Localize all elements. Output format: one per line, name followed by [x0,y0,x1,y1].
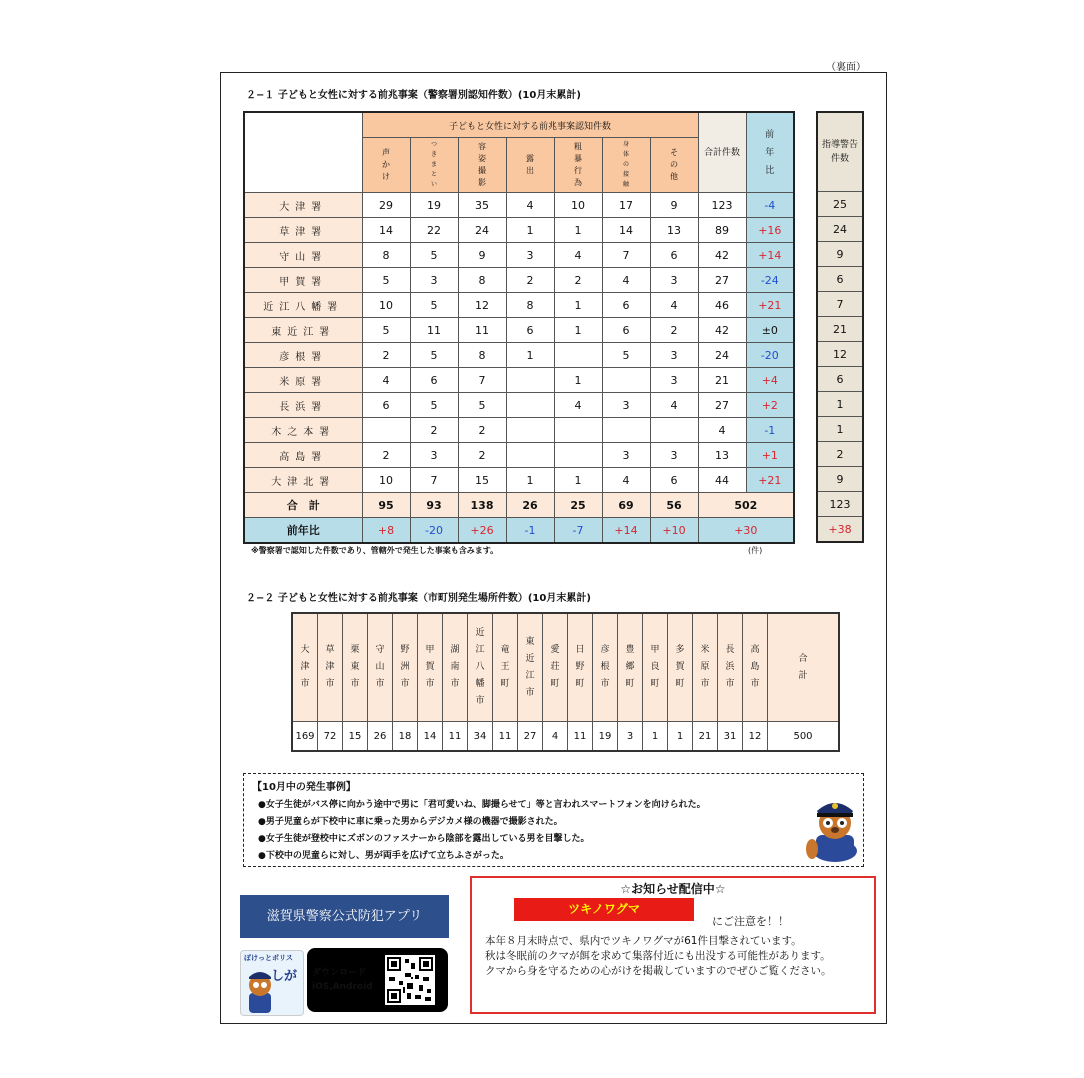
city-value: 19 [593,722,618,752]
city-header: 甲良町 [643,613,668,722]
count-cell: 35 [458,193,506,218]
table-row [244,443,794,468]
sum-total: 502 [698,493,794,518]
total-cell: 123 [698,193,746,218]
section1-title: ２−１ 子どもと女性に対する前兆事案（警察署別認知件数）(10月末累計) [246,90,581,101]
city-header: 大津市 [292,613,318,722]
city-header: 愛荘町 [543,613,568,722]
guidance-total: 123 [817,492,863,517]
count-cell: 2 [458,443,506,468]
count-cell: 5 [362,318,410,343]
total-cell: 42 [698,318,746,343]
prev-year-cell: +21 [746,468,794,493]
station-name: 近江八幡署 [244,293,362,318]
count-cell: 9 [458,243,506,268]
count-cell: 15 [458,468,506,493]
count-cell: 4 [554,393,602,418]
count-cell: 2 [410,418,458,443]
count-cell: 10 [362,293,410,318]
count-cell: 10 [554,193,602,218]
count-cell: 6 [602,293,650,318]
city-value: 4 [543,722,568,752]
count-cell: 1 [554,368,602,393]
police-station-table [243,111,795,544]
city-value: 169 [292,722,318,752]
city-table [291,612,840,752]
section2-title: ２−２ 子どもと女性に対する前兆事案（市町別発生場所件数）(10月末累計) [246,593,591,604]
prev-year-cell: +16 [746,218,794,243]
city-header: 高島市 [743,613,768,722]
count-cell [554,343,602,368]
count-cell: 3 [506,243,554,268]
city-value: 34 [468,722,493,752]
city-value: 21 [693,722,718,752]
count-cell: 17 [602,193,650,218]
guidance-cell: 6 [817,367,863,392]
sum-cell: 56 [650,493,698,518]
count-cell: 3 [602,443,650,468]
sum-cell: 25 [554,493,602,518]
count-cell: 5 [410,343,458,368]
total-cell: 27 [698,393,746,418]
incident-item: ●女子生徒がバス停に向かう途中で男に「君可愛いね、脚撮らせて」等と言われスマートフォンを向けられた。 [258,800,706,810]
count-cell [506,368,554,393]
city-header: 東近江市 [518,613,543,722]
prev-year-cell: +4 [746,368,794,393]
prev-label: 前年比 [244,518,362,544]
count-cell: 11 [410,318,458,343]
count-cell: 11 [458,318,506,343]
incident-item: ●下校中の児童らに対し、男が両手を広げて立ちふさがった。 [258,851,509,861]
count-cell: 6 [602,318,650,343]
station-name: 木之本署 [244,418,362,443]
city-header: 米原市 [693,613,718,722]
prev-cell: -20 [410,518,458,544]
city-value: 11 [568,722,593,752]
guidance-table [816,111,864,543]
guidance-cell: 9 [817,242,863,267]
city-header: 草津市 [318,613,343,722]
total-cell: 21 [698,368,746,393]
count-cell [554,443,602,468]
count-cell: 4 [602,468,650,493]
table-row [244,318,794,343]
prev-year-cell: +1 [746,443,794,468]
total-cell: 24 [698,343,746,368]
prev-cell: +26 [458,518,506,544]
prev-cell: +8 [362,518,410,544]
count-cell: 5 [410,243,458,268]
city-value: 1 [668,722,693,752]
count-cell: 6 [650,243,698,268]
guidance-header: 指導警告件数 [817,112,863,192]
city-header: 甲賀市 [418,613,443,722]
table-row [244,418,794,443]
table-row [244,393,794,418]
guidance-cell: 24 [817,217,863,242]
guidance-cell: 1 [817,417,863,442]
table-row [244,243,794,268]
sum-cell: 138 [458,493,506,518]
station-name: 東近江署 [244,318,362,343]
city-header: 多賀町 [668,613,693,722]
total-cell: 44 [698,468,746,493]
station-name: 長浜署 [244,393,362,418]
city-value: 11 [493,722,518,752]
notice-line: 秋は冬眠前のクマが餌を求めて集落付近にも出没する可能性があります。 [485,950,831,962]
incident-title: 【10月中の発生事例】 [252,782,356,793]
sum-label: 合 計 [244,493,362,518]
station-name: 守山署 [244,243,362,268]
notice-line: クマから身を守るための心がけを掲載していますのでぜひご覧ください。 [485,965,832,977]
sum-cell: 95 [362,493,410,518]
city-header: 長浜市 [718,613,743,722]
download-text: ダウンロード iOS,Android [312,968,373,992]
count-cell [506,443,554,468]
count-cell: 14 [362,218,410,243]
prev-year-cell: -4 [746,193,794,218]
count-cell: 5 [410,393,458,418]
count-cell: 5 [362,268,410,293]
prev-year-cell: -1 [746,418,794,443]
mascot-caption: ぽけっとポリス [244,954,293,962]
station-name: 彦根署 [244,343,362,368]
count-cell: 8 [458,268,506,293]
qr-code-icon[interactable] [385,955,435,1005]
count-cell: 2 [362,443,410,468]
col-header: その他 [650,138,698,193]
incident-item: ●男子児童らが下校中に車に乗った男からデジカメ様の機器で撮影された。 [258,817,563,827]
city-value: 26 [368,722,393,752]
col-header: 露出 [506,138,554,193]
prev-cell: -1 [506,518,554,544]
city-total-header: 合計 [768,613,840,722]
count-cell: 3 [650,343,698,368]
col-header: 身体の接触 [602,138,650,193]
count-cell [650,418,698,443]
city-value: 27 [518,722,543,752]
page-tag: （裏面） [826,62,866,73]
city-value: 18 [393,722,418,752]
count-cell: 6 [362,393,410,418]
city-header: 竜王町 [493,613,518,722]
count-cell: 6 [410,368,458,393]
city-value: 1 [643,722,668,752]
tanuki-mascot-icon [245,967,275,1013]
count-cell: 7 [410,468,458,493]
count-cell: 1 [554,318,602,343]
station-name: 甲賀署 [244,268,362,293]
col-header: つきまとい [410,138,458,193]
city-value: 11 [443,722,468,752]
count-cell: 7 [602,243,650,268]
guidance-cell: 7 [817,292,863,317]
bear-badge: ツキノワグマ [514,898,694,921]
total-cell: 42 [698,243,746,268]
count-cell: 2 [506,268,554,293]
guidance-prev: +38 [817,517,863,543]
count-cell: 4 [506,193,554,218]
prev-year-cell: +21 [746,293,794,318]
count-cell: 1 [506,468,554,493]
prev-header: 前年比 [746,112,794,193]
table-row [244,218,794,243]
count-cell: 5 [458,393,506,418]
guidance-cell: 6 [817,267,863,292]
notice-caution: にご注意を！！ [712,915,789,928]
app-mascot-tile [240,950,304,1016]
count-cell: 5 [410,293,458,318]
table-row [244,343,794,368]
guidance-cell: 9 [817,467,863,492]
col-header: 声かけ [362,138,410,193]
city-total: 500 [768,722,840,752]
total-cell: 4 [698,418,746,443]
count-cell: 8 [506,293,554,318]
table-row [244,193,794,218]
guidance-cell: 25 [817,192,863,217]
col-header: 粗暴行為 [554,138,602,193]
station-name: 米原署 [244,368,362,393]
count-cell: 3 [650,268,698,293]
count-cell [602,418,650,443]
count-cell: 4 [650,293,698,318]
count-cell: 3 [602,393,650,418]
count-cell: 14 [602,218,650,243]
count-cell: 1 [554,293,602,318]
incident-item: ●女子生徒が登校中にズボンのファスナーから陰部を露出している男を目撃した。 [258,834,590,844]
group-header: 子どもと女性に対する前兆事案認知件数 [362,112,698,138]
count-cell: 9 [650,193,698,218]
count-cell: 4 [602,268,650,293]
station-name: 草津署 [244,218,362,243]
notice-line: 本年８月末時点で、県内でツキノワグマが61件目撃されています。 [485,935,802,947]
table-row [244,468,794,493]
count-cell: 4 [554,243,602,268]
prev-year-cell: +2 [746,393,794,418]
count-cell: 8 [362,243,410,268]
sum-cell: 69 [602,493,650,518]
total-cell: 89 [698,218,746,243]
city-header: 湖南市 [443,613,468,722]
count-cell: 13 [650,218,698,243]
table-row [244,293,794,318]
count-cell: 8 [458,343,506,368]
sum-cell: 93 [410,493,458,518]
count-cell [554,418,602,443]
guidance-cell: 1 [817,392,863,417]
prev-total: +30 [698,518,794,544]
count-cell: 29 [362,193,410,218]
station-name: 大津署 [244,193,362,218]
count-cell: 7 [458,368,506,393]
city-value: 31 [718,722,743,752]
count-cell: 12 [458,293,506,318]
city-value: 14 [418,722,443,752]
count-cell: 3 [650,368,698,393]
prev-cell: +10 [650,518,698,544]
count-cell: 1 [554,468,602,493]
prev-year-cell: ±0 [746,318,794,343]
city-header: 近江八幡市 [468,613,493,722]
city-value: 72 [318,722,343,752]
count-cell: 22 [410,218,458,243]
app-banner[interactable]: 滋賀県警察公式防犯アプリ [240,895,449,938]
prev-cell: -7 [554,518,602,544]
city-value: 15 [343,722,368,752]
station-name: 高島署 [244,443,362,468]
guidance-cell: 21 [817,317,863,342]
table-note: ※警察署で認知した件数であり、管轄外で発生した事案も含みます。 [251,546,499,555]
city-header: 彦根市 [593,613,618,722]
guidance-cell: 2 [817,442,863,467]
city-value: 3 [618,722,643,752]
count-cell: 1 [554,218,602,243]
count-cell: 3 [410,268,458,293]
count-cell: 5 [602,343,650,368]
count-cell: 10 [362,468,410,493]
total-cell: 27 [698,268,746,293]
city-header: 栗東市 [343,613,368,722]
table-row [244,368,794,393]
prev-cell: +14 [602,518,650,544]
count-cell [506,393,554,418]
prev-year-cell: -20 [746,343,794,368]
police-mascot-icon [806,793,864,863]
prev-year-cell: -24 [746,268,794,293]
station-name: 大津北署 [244,468,362,493]
count-cell: 1 [506,218,554,243]
city-value: 12 [743,722,768,752]
count-cell [362,418,410,443]
col-header: 容姿撮影 [458,138,506,193]
count-cell: 6 [506,318,554,343]
total-cell: 46 [698,293,746,318]
sum-cell: 26 [506,493,554,518]
count-cell: 2 [650,318,698,343]
city-header: 守山市 [368,613,393,722]
count-cell: 1 [506,343,554,368]
count-cell: 3 [410,443,458,468]
total-header: 合計件数 [698,112,746,193]
count-cell [602,368,650,393]
city-header: 豊郷町 [618,613,643,722]
city-header: 野洲市 [393,613,418,722]
count-cell: 2 [554,268,602,293]
count-cell: 19 [410,193,458,218]
table-unit: (件) [748,546,763,555]
table-row [244,268,794,293]
count-cell: 3 [650,443,698,468]
prev-year-cell: +14 [746,243,794,268]
count-cell: 2 [458,418,506,443]
count-cell: 2 [362,343,410,368]
count-cell: 4 [650,393,698,418]
corner-cell [244,112,362,193]
total-cell: 13 [698,443,746,468]
guidance-cell: 12 [817,342,863,367]
count-cell: 4 [362,368,410,393]
count-cell: 24 [458,218,506,243]
mascot-caption-shiga: しが [271,969,298,984]
notice-title: ☆お知らせ配信中☆ [620,882,726,896]
count-cell: 6 [650,468,698,493]
city-header: 日野町 [568,613,593,722]
count-cell [506,418,554,443]
